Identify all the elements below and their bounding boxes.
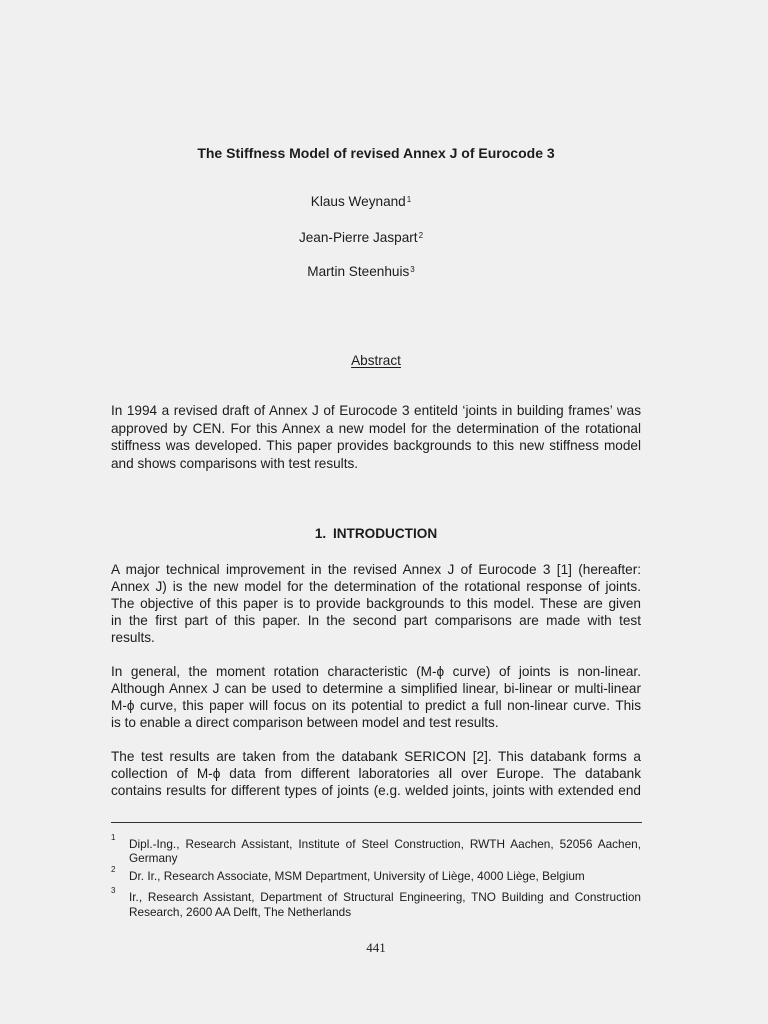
- section-heading: 1. INTRODUCTION: [314, 526, 438, 541]
- footnote-text: [129, 837, 641, 865]
- page-number: 441: [366, 940, 386, 955]
- footnote-number: 3: [111, 886, 116, 895]
- text-line: Although Annex J can be used to determine a simplified linear, bi-linear or multi-linear: [111, 681, 641, 696]
- text-line: Germany: [129, 851, 178, 865]
- text-line: results.: [111, 630, 155, 645]
- abstract-heading: [111, 352, 641, 369]
- paper-title: The Stiffness Model of revised Annex J of Eurocode 3: [197, 145, 555, 161]
- author-name: Jean-Pierre Jaspart: [298, 230, 418, 245]
- footnote-number: 1: [111, 833, 116, 842]
- footnote-separator: [111, 822, 642, 823]
- footnote-number: 2: [111, 865, 116, 874]
- text-line: approved by CEN. For this Annex a new model for the determination of the rotational: [111, 420, 641, 436]
- paragraph: [111, 561, 641, 646]
- text-line: The objective of this paper is to provide backgrounds to this model. These are given: [111, 596, 641, 611]
- abstract-heading-text: Abstract: [351, 353, 401, 368]
- paragraph: [111, 748, 641, 799]
- text-line: In 1994 a revised draft of Annex J of Eurocode 3 entiteld ‘joints in building frames’ was: [111, 403, 641, 418]
- text-line: The test results are taken from the databank SERICON [2]. This databank forms a: [111, 749, 641, 764]
- text-line: A major technical improvement in the revised Annex J of Eurocode 3 [1] (hereafter:: [111, 562, 641, 577]
- text-line: stiffness was developed. This paper provides backgrounds to this new stiffness model: [111, 438, 641, 453]
- text-line: in the first part of this paper. In the second part comparisons are made with test: [111, 613, 641, 628]
- text-line: Dr. Ir., Research Associate, MSM Department, University of Liège, 4000 Liège, Belgium: [129, 869, 585, 883]
- footnote: [111, 833, 641, 865]
- author: [111, 263, 611, 280]
- author-name: Martin Steenhuis: [307, 264, 410, 279]
- author-footnote-mark: 1: [406, 195, 412, 204]
- author-footnote-mark: 3: [410, 265, 415, 274]
- text-line: and shows comparisons with test results.: [111, 455, 359, 471]
- text-line: Ir., Research Assistant, Department of Structural Engineering, TNO Building and Construction: [129, 890, 641, 904]
- text-line: Dipl.-Ing., Research Assistant, Institute of Steel Construction, RWTH Aachen, 52056 Aachen,: [129, 837, 641, 851]
- footnote: [111, 886, 641, 920]
- footnote: [111, 865, 641, 883]
- footnote-text: [129, 890, 641, 920]
- footnote-text: [129, 869, 641, 883]
- text-line: Annex J) is the new model for the determination of the rotational response of joints.: [111, 579, 641, 594]
- text-line: collection of M-ϕ data from different laboratories all over Europe. The databank: [111, 766, 641, 781]
- text-line: In general, the moment rotation characteristic (M-ϕ curve) of joints is non-linear.: [111, 664, 641, 679]
- text-line: is to enable a direct comparison between model and test results.: [111, 715, 499, 730]
- author: [111, 193, 611, 210]
- text-line: Research, 2600 AA Delft, The Netherlands: [129, 905, 352, 919]
- author: [111, 229, 611, 246]
- author-footnote-mark: 2: [418, 231, 424, 240]
- text-line: contains results for different types of joints (e.g. welded joints, joints with extended end: [111, 783, 641, 798]
- author-name: Klaus Weynand: [310, 194, 406, 209]
- paragraph: [111, 663, 641, 731]
- text-line: M-ϕ curve, this paper will focus on its potential to predict a full non-linear curve. This: [111, 698, 641, 713]
- abstract-text: [111, 402, 641, 472]
